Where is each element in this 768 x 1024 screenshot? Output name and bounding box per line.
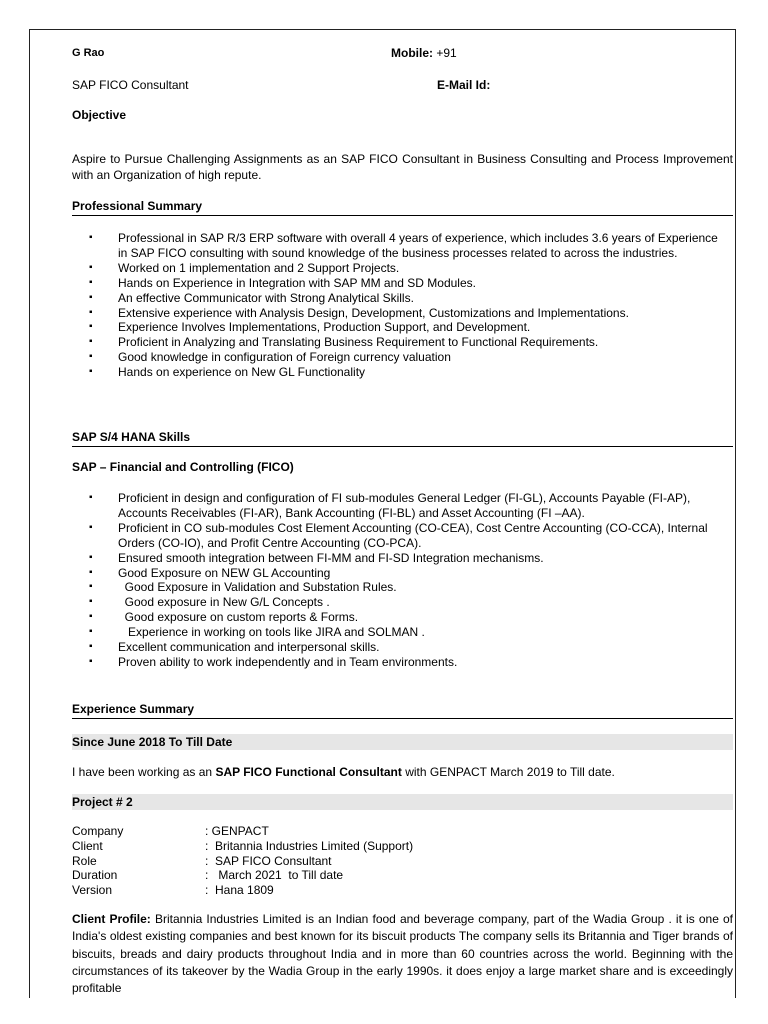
period-band bbox=[72, 734, 733, 750]
detail-row bbox=[72, 824, 572, 839]
detail-key: Duration bbox=[72, 868, 118, 883]
professional-summary-list bbox=[89, 231, 729, 380]
experience-heading: Experience Summary bbox=[72, 702, 195, 716]
candidate-name: G Rao bbox=[72, 47, 105, 59]
detail-row bbox=[72, 883, 572, 898]
client-profile-label: Client Profile: bbox=[72, 912, 151, 926]
detail-key: Company bbox=[72, 824, 124, 838]
experience-line-post: with GENPACT March 2019 to Till date. bbox=[401, 765, 615, 779]
objective-heading: Objective bbox=[72, 108, 127, 122]
list-item: ▪ Hands on Experience in Integration with SAP MM and SD Modules. bbox=[89, 276, 729, 291]
list-item: ▪ Proficient in design and configuration of FI sub-modules General Ledger (FI-GL), Accounts Payable (FI-AP), Accounts Receivables (FI-AR), Bank Accounting (FI-BL) and Asset Accounting (FI –AA). bbox=[89, 491, 729, 521]
detail-value: : March 2021 to Till date bbox=[205, 868, 344, 883]
detail-row bbox=[72, 854, 572, 869]
list-item: ▪ Proficient in Analyzing and Translating Business Requirement to Functional Requirements. bbox=[89, 335, 729, 350]
detail-key: Client bbox=[72, 838, 103, 853]
list-item: ▪ Proficient in CO sub-modules Cost Element Accounting (CO-CEA), Cost Centre Accounting (CO-CCA), Internal Orders (CO-IO), and Profit Centre Accounting (CO-PCA). bbox=[89, 521, 729, 551]
list-item: ▪ Good exposure in New G/L Concepts . bbox=[89, 595, 729, 610]
list-item: ▪ An effective Communicator with Strong Analytical Skills. bbox=[89, 291, 729, 306]
list-item: ▪ Experience Involves Implementations, Production Support, and Development. bbox=[89, 320, 729, 335]
list-item: ▪ Experience in working on tools like JIRA and SOLMAN . bbox=[89, 625, 729, 640]
experience-role: SAP FICO Functional Consultant bbox=[215, 765, 402, 779]
candidate-title: SAP FICO Consultant bbox=[72, 78, 189, 92]
detail-key: Role bbox=[72, 853, 97, 868]
professional-summary-heading: Professional Summary bbox=[72, 199, 203, 213]
section-rule bbox=[72, 718, 733, 719]
section-rule bbox=[72, 215, 733, 216]
experience-line bbox=[72, 765, 615, 779]
list-item: ▪ Proven ability to work independently and in Team environments. bbox=[89, 655, 729, 670]
objective-text: Aspire to Pursue Challenging Assignments as an SAP FICO Consultant in Business Consulting and Process Improvement with an Organization of high repute. bbox=[72, 152, 733, 182]
experience-period: Since June 2018 To Till Date bbox=[72, 735, 233, 749]
mobile-line bbox=[391, 46, 457, 60]
section-rule bbox=[72, 446, 733, 447]
list-item: ▪ Good Exposure in Validation and Substation Rules. bbox=[89, 580, 729, 595]
list-item: ▪ Excellent communication and interpersonal skills. bbox=[89, 640, 729, 655]
detail-key: Version bbox=[72, 883, 113, 898]
list-item: ▪ Professional in SAP R/3 ERP software with overall 4 years of experience, which includes 3.6 years of Experience in SAP FICO consulting with sound knowledge of the business processes related to across the industries. bbox=[89, 231, 729, 261]
detail-row bbox=[72, 868, 572, 883]
detail-value: : SAP FICO Consultant bbox=[205, 853, 332, 868]
list-item: ▪ Good Exposure on NEW GL Accounting bbox=[89, 566, 729, 581]
client-profile bbox=[72, 911, 733, 997]
resume-page bbox=[29, 29, 736, 998]
list-item: ▪ Ensured smooth integration between FI-MM and FI-SD Integration mechanisms. bbox=[89, 551, 729, 566]
list-item: ▪ Good exposure on custom reports & Forms. bbox=[89, 610, 729, 625]
detail-value: : GENPACT bbox=[205, 824, 269, 838]
mobile-value: +91 bbox=[436, 46, 457, 60]
list-item: ▪ Worked on 1 implementation and 2 Support Projects. bbox=[89, 261, 729, 276]
project-heading: Project # 2 bbox=[72, 795, 133, 809]
detail-row bbox=[72, 839, 572, 854]
detail-value: : Hana 1809 bbox=[205, 883, 274, 898]
experience-line-pre: I have been working as an bbox=[72, 765, 216, 779]
mobile-label: Mobile: bbox=[391, 46, 433, 60]
list-item: ▪ Good knowledge in configuration of Foreign currency valuation bbox=[89, 350, 729, 365]
project-details bbox=[72, 824, 572, 898]
skills-heading: SAP S/4 HANA Skills bbox=[72, 430, 191, 444]
client-profile-text: Britannia Industries Limited is an Indian food and beverage company, part of the Wadia Group . it is one of India's oldest existing companies and best known for its biscuit products The company sells its Britannia and Tiger brands of biscuits, breads and dairy products throughout India and in more than 60 countries across the world. Beginning with the circumstances of its takeover by the Wadia Group in the early 1990s. it does enjoy a large market share and is exceedingly profitable bbox=[72, 912, 734, 996]
skills-list bbox=[89, 491, 729, 670]
project-band bbox=[72, 794, 733, 810]
email-label: E-Mail Id: bbox=[437, 78, 491, 92]
list-item: ▪ Hands on experience on New GL Functionality bbox=[89, 365, 729, 380]
detail-value: : Britannia Industries Limited (Support) bbox=[205, 838, 414, 853]
list-item: ▪ Extensive experience with Analysis Design, Development, Customizations and Implementations. bbox=[89, 306, 729, 321]
skills-subheading: SAP – Financial and Controlling (FICO) bbox=[72, 460, 294, 474]
